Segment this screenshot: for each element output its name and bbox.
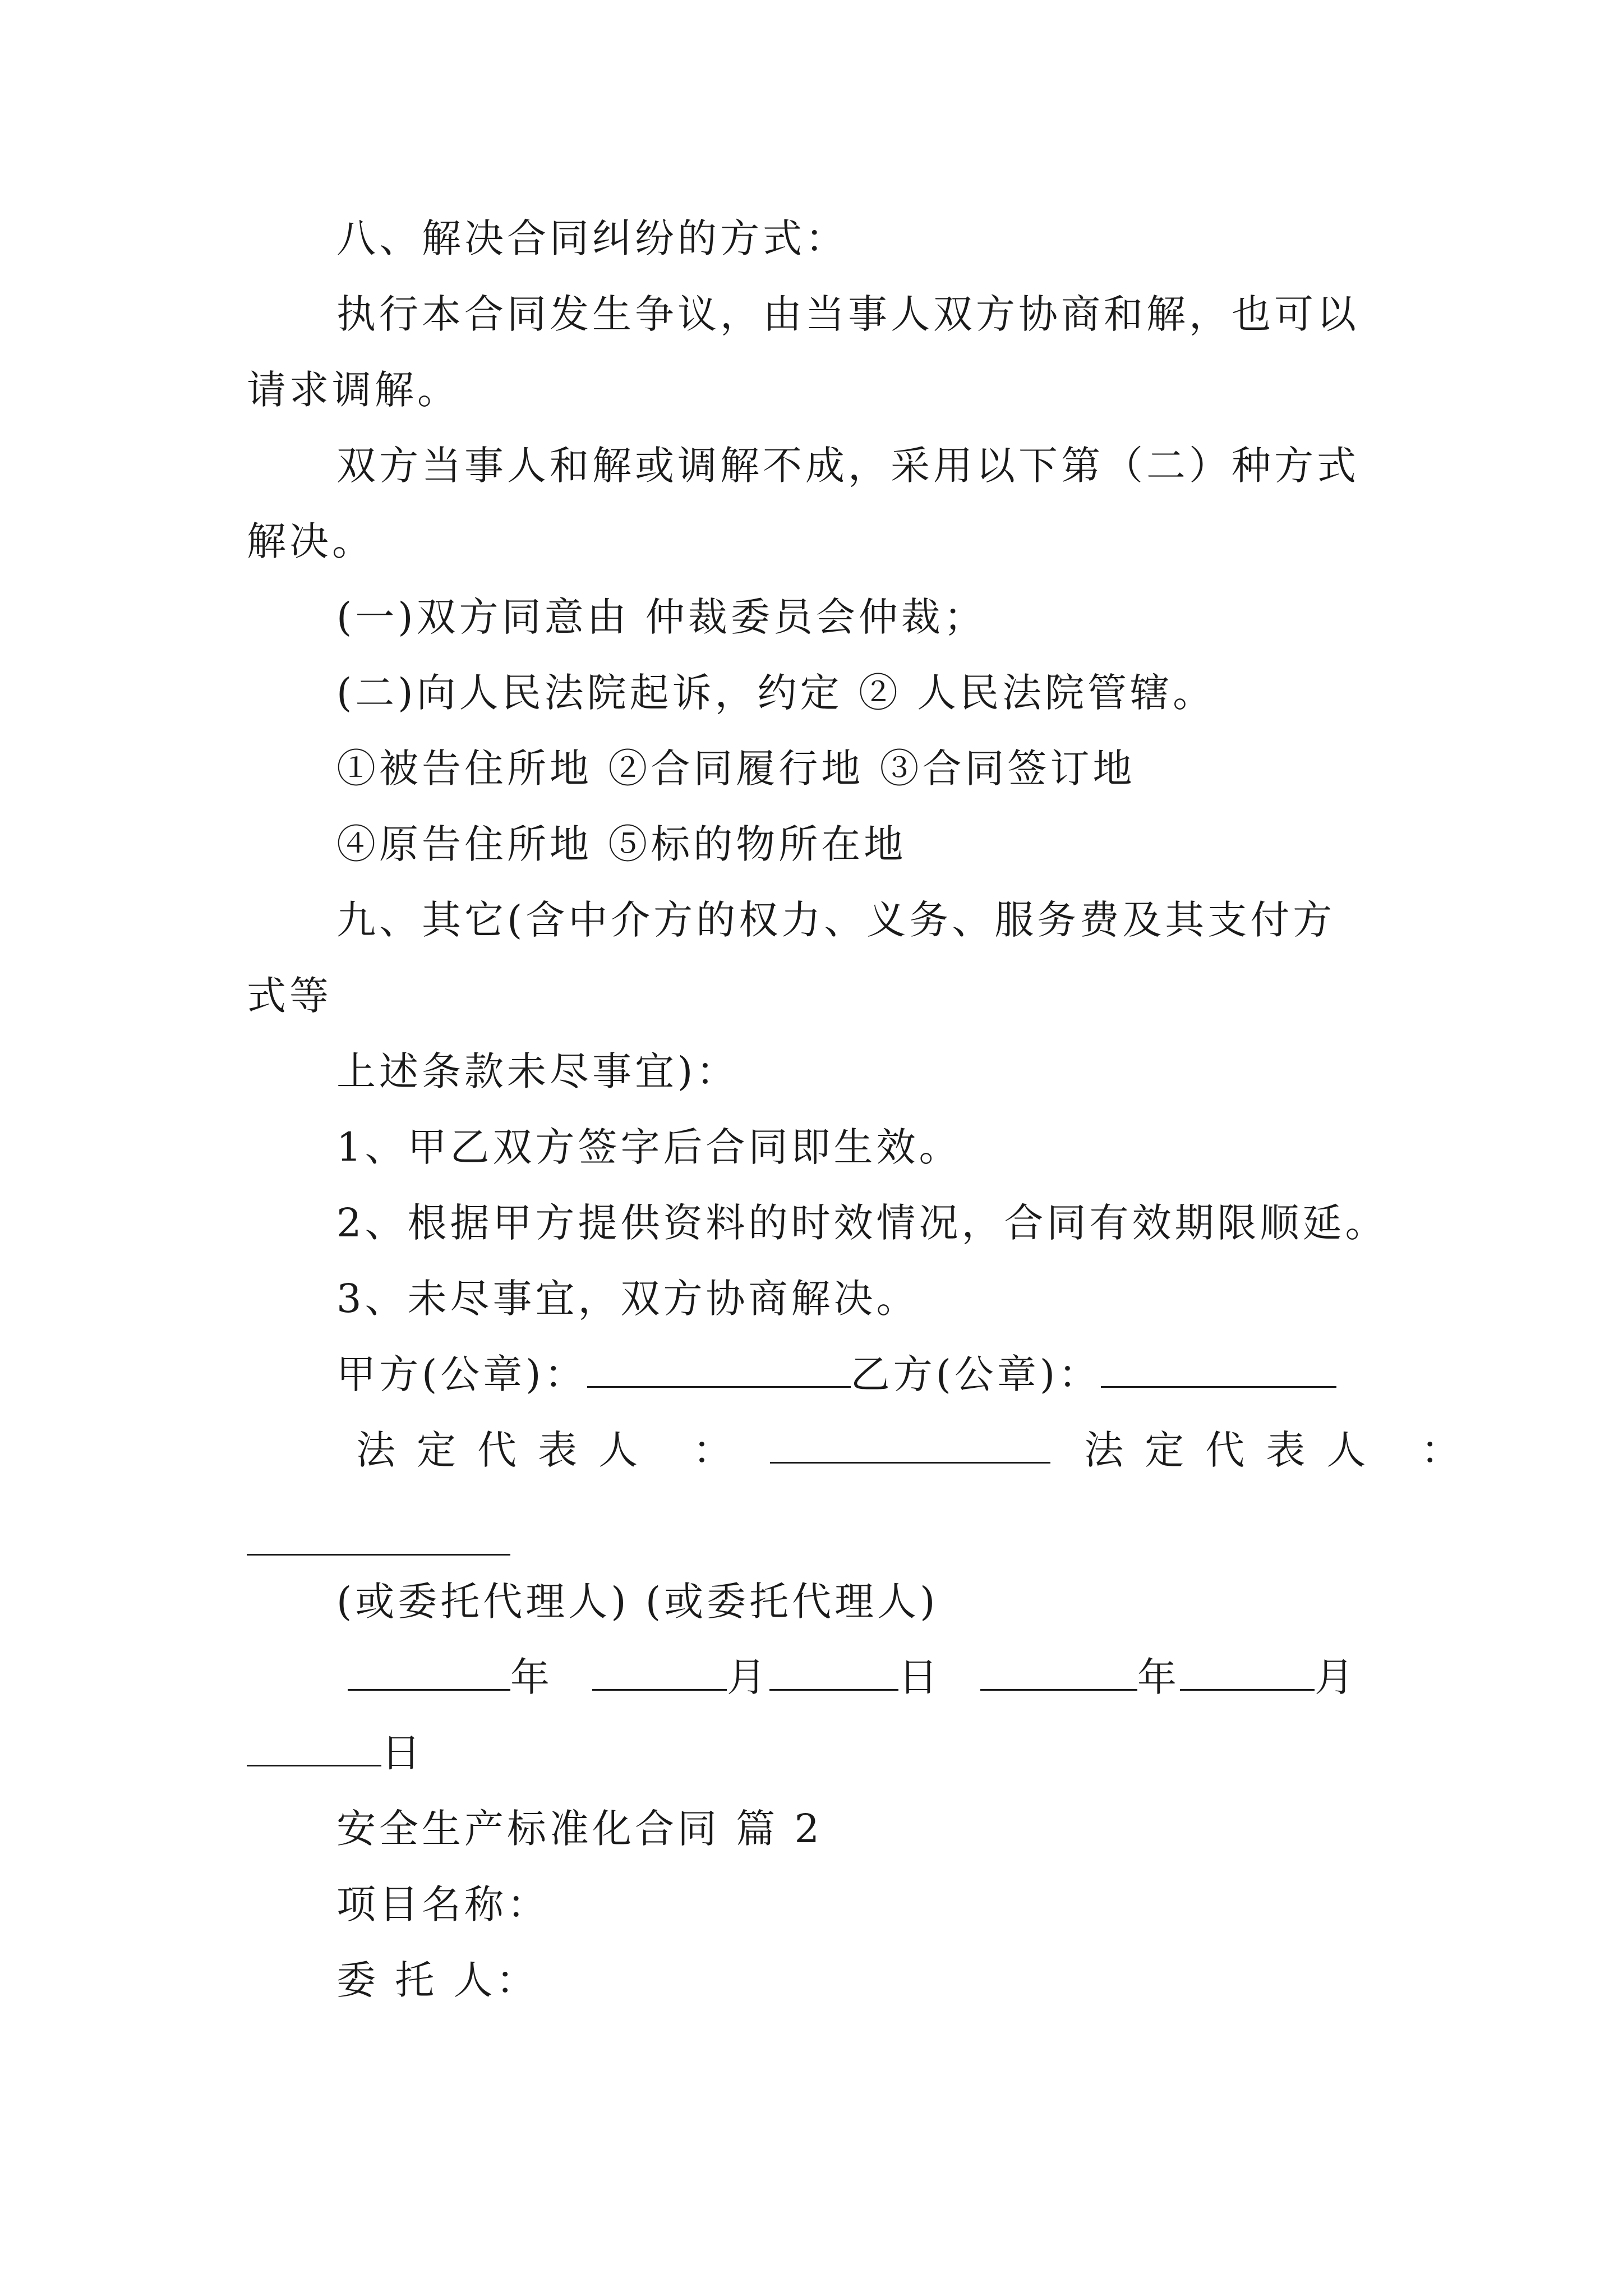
day-label: 日 [898,1654,941,1700]
year-label-b: 年 [1137,1654,1180,1700]
party-b-blank [1101,1351,1336,1388]
year-blank-b [980,1654,1137,1691]
party-a-label: 甲方(公章)： [336,1351,587,1397]
client-label: 委 托 人： [336,1957,539,2003]
date-line [348,1652,1357,1703]
month-blank-b [1180,1654,1315,1691]
term-item-1: 1、甲乙双方签字后合同即生效。 [336,1124,962,1170]
section-2-heading: 安全生产标准化合同 篇 2 [336,1806,823,1852]
paragraph-line: 请求调解。 [247,367,460,413]
term-item-3: 3、未尽事宜，双方协商解决。 [336,1276,919,1322]
option-court: (二)向人民法院起诉，约定 ② 人民法院管辖。 [336,670,1216,716]
paragraph-line: 双方当事人和解或调解不成，采用以下第（二）种方式 [336,443,1359,489]
month-blank [592,1654,727,1691]
jurisdiction-options-1: ①被告住所地 ②合同履行地 ③合同签订地 [336,746,1136,792]
rep-a-blank [770,1427,1050,1464]
month-label-b: 月 [1315,1654,1357,1700]
paragraph-line: 式等 [247,973,332,1019]
project-name-label: 项目名称： [336,1881,550,1927]
jurisdiction-options-2: ④原告住所地 ⑤标的物所在地 [336,821,907,867]
date-line-wrap [247,1728,424,1778]
paragraph-line: 执行本合同发生争议，由当事人双方协商和解，也可以 [336,291,1359,337]
paragraph-line: 上述条款未尽事宜)： [336,1048,739,1094]
month-label: 月 [727,1654,769,1700]
year-blank [348,1654,510,1691]
party-a-blank [587,1351,851,1388]
year-label: 年 [510,1654,553,1700]
term-item-2: 2、根据甲方提供资料的时效情况，合同有效期限顺延。 [336,1200,1388,1246]
party-seal-line [336,1349,1336,1400]
agent-line: (或委托代理人) (或委托代理人) [336,1579,939,1625]
rep-b-label: 法定代表人 ： [1084,1427,1482,1473]
day-blank [769,1654,898,1691]
day-label-b: 日 [381,1730,424,1776]
rep-a-label: 法定代表人 ： [356,1427,754,1473]
day-blank-b [247,1730,381,1766]
clause-9-heading: 九、其它(含中介方的权力、义务、服务费及其支付方 [336,897,1336,943]
rep-b-blank [247,1554,510,1556]
option-arbitration: (一)双方同意由 仲裁委员会仲裁； [336,594,986,640]
paragraph-line: 解决。 [247,518,375,564]
party-b-label: 乙方(公章)： [850,1351,1101,1397]
legal-rep-line [356,1425,1482,1475]
clause-8-heading: 八、解决合同纠纷的方式： [336,215,848,261]
